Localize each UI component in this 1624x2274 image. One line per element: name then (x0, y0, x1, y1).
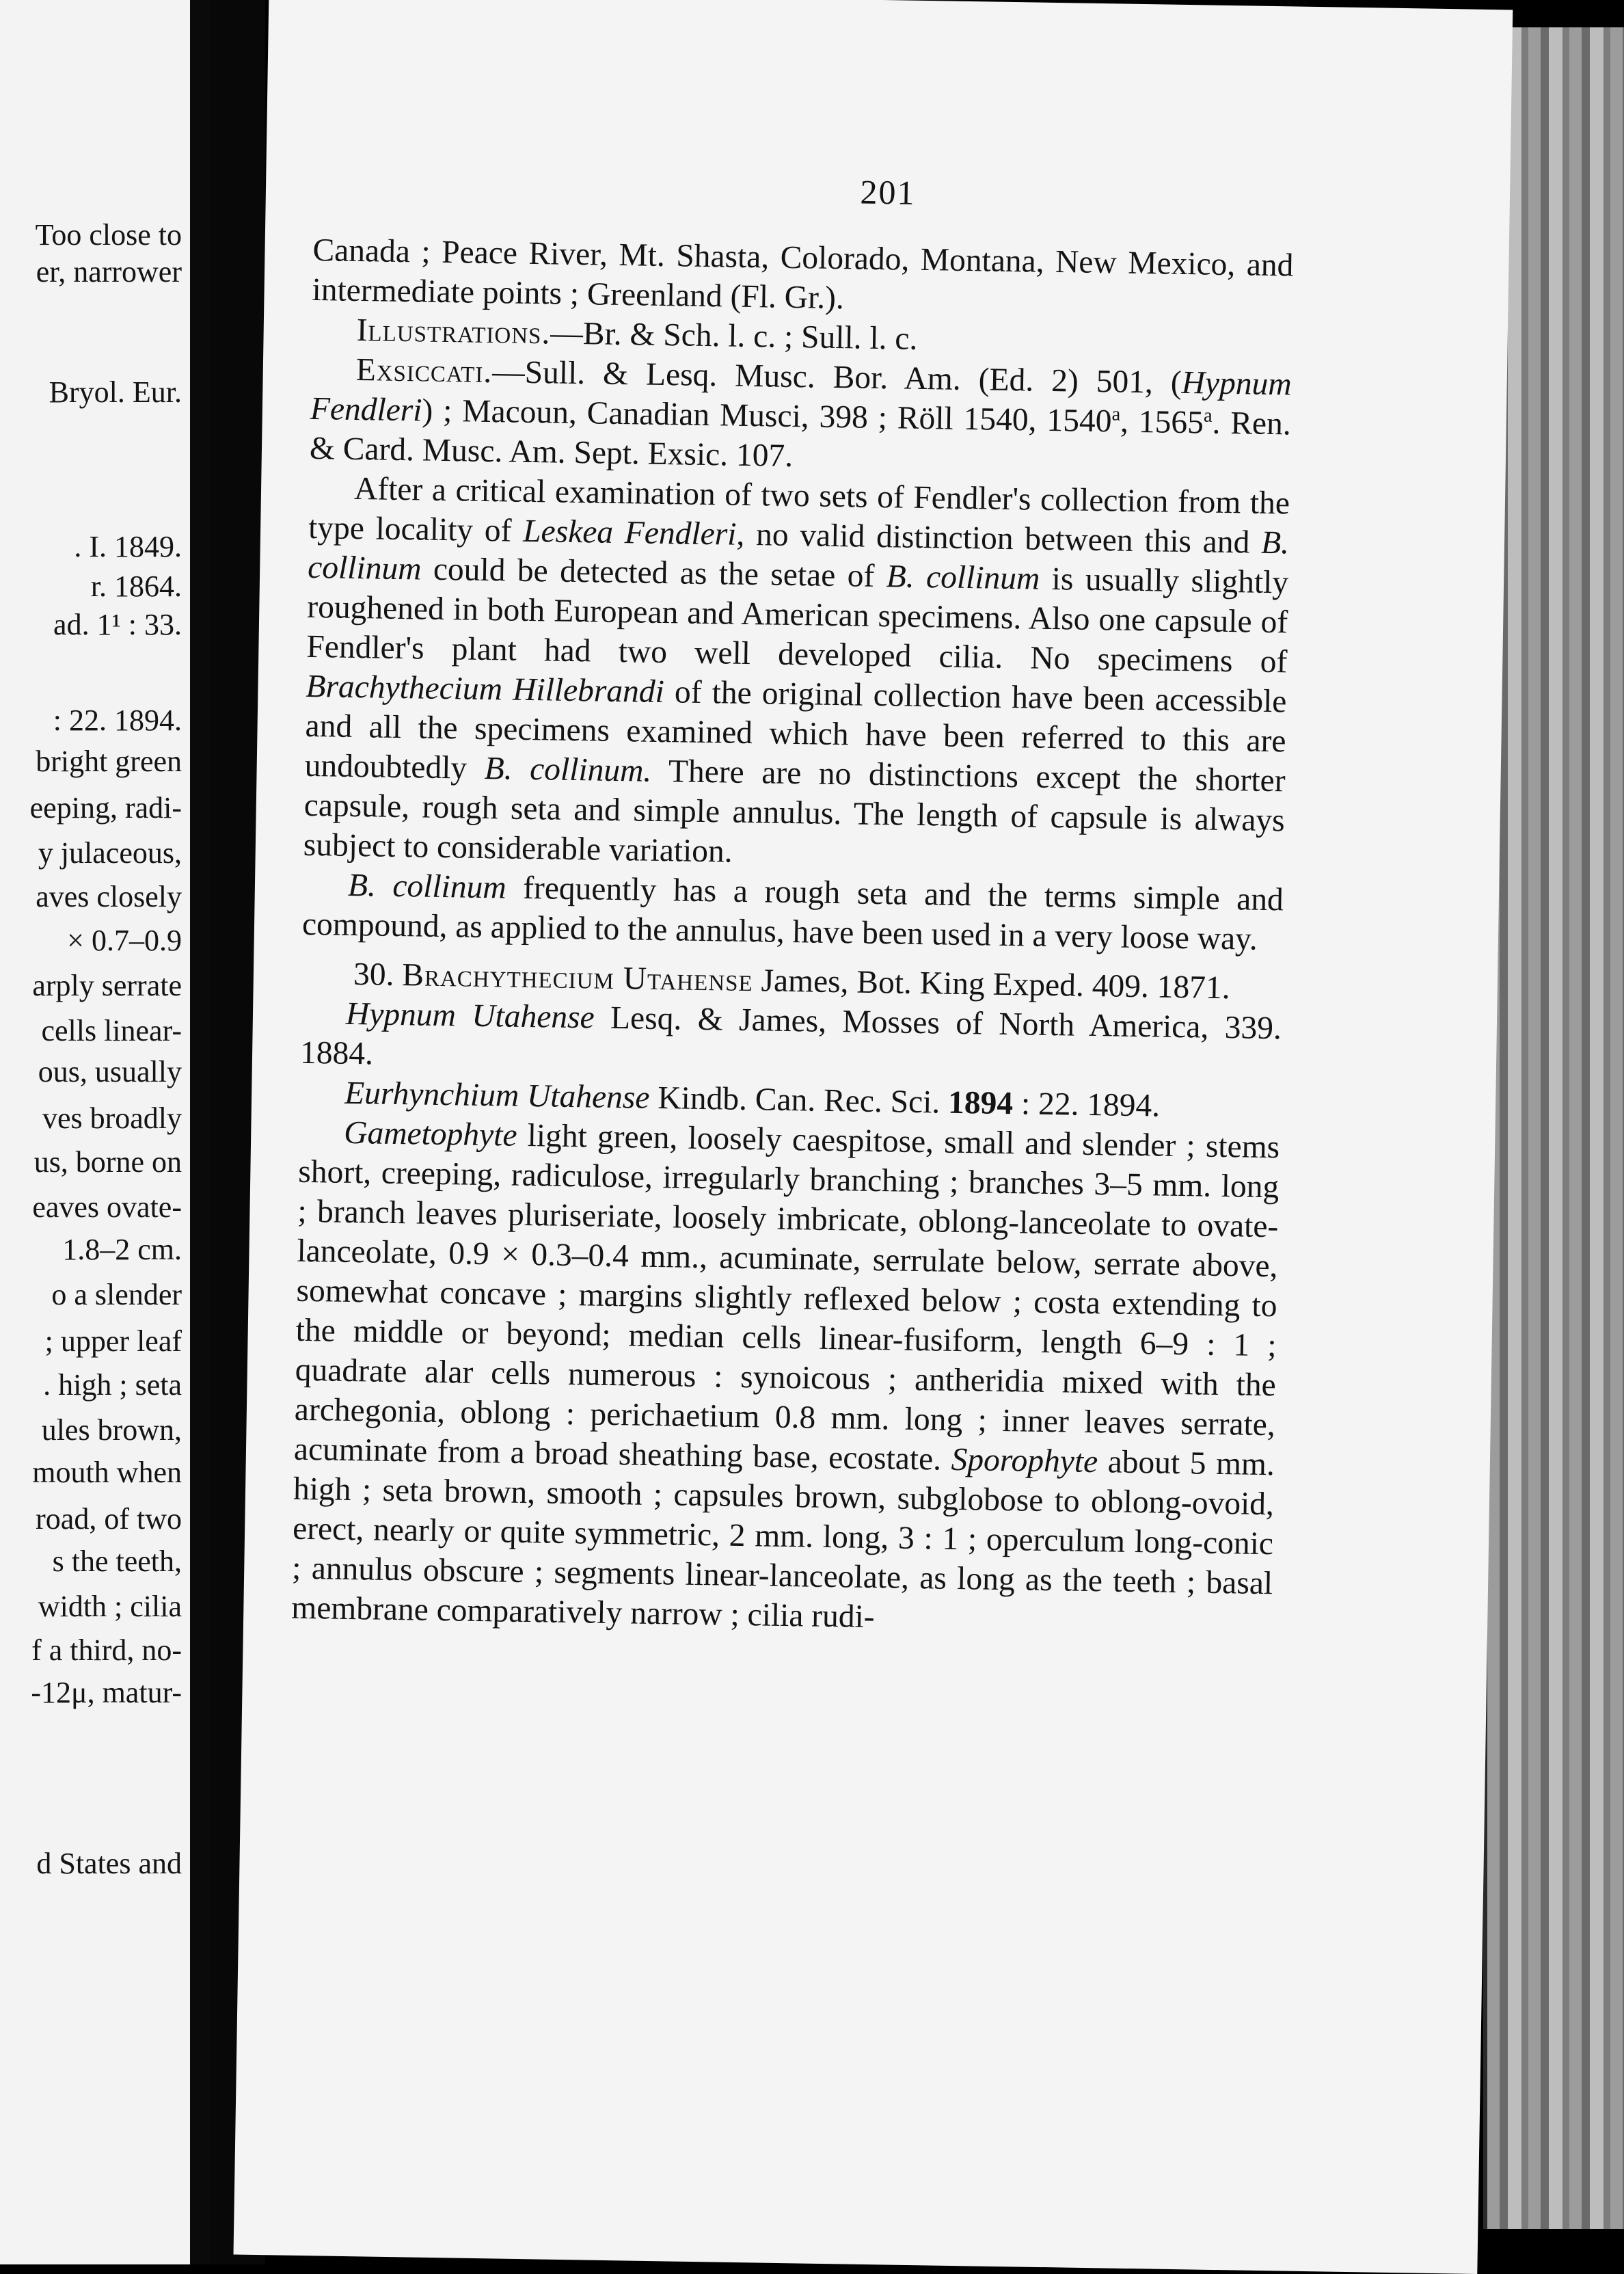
synonym-citation: Kindb. Can. Rec. Sci. (649, 1080, 949, 1121)
exsiccati-superscript: a (1111, 403, 1121, 425)
synonym-citation: : 22. 1894. (1012, 1086, 1161, 1124)
synonym-name: Hypnum Utahense (345, 995, 595, 1036)
taxon-name: B. collinum (307, 524, 1290, 587)
gametophyte-label: Gametophyte (343, 1114, 517, 1153)
left-page-line: . high ; seta (43, 1368, 182, 1402)
left-page-line: s the teeth, (52, 1544, 182, 1578)
previous-page-fragment (0, 0, 211, 2264)
left-page-line: f a third, no- (31, 1633, 182, 1667)
synonym-paragraph (300, 993, 1282, 1088)
description-text: about 5 mm. high ; seta brown, smooth ; capsules brown, subglobose to oblong-ovoid, erect, nearly or quite symmetric, 2 mm. long, 3 : 1 ; operculum long-conic ; annulus obscure ; segments linear-lanceolate, as long as the teeth ; basal membrane comparatively narrow ; cilia rudi- (290, 1444, 1275, 1635)
left-page-line: width ; cilia (38, 1590, 182, 1623)
volume-number: 1894 (947, 1084, 1014, 1122)
exsiccati-text-3: , 1565 (1120, 403, 1204, 441)
distribution-paragraph (312, 230, 1294, 325)
illustrations-label: Illustrations. (356, 312, 551, 351)
left-page-line: arply serrate (32, 969, 182, 1002)
species-citation: James, Bot. King Exped. 409. 1871. (753, 963, 1230, 1006)
left-page-line: cells linear- (41, 1014, 182, 1047)
left-page-line: ad. 1¹ : 33. (53, 608, 182, 641)
description-text: light green, loosely caespitose, small and slender ; stems short, creeping, radiculose, irregularly branching ; branches 3–5 mm. long ; branch leaves pluriseriate, loosely imbricate, oblong-lanceolate to ovate-lanceolate, 0.9 × 0.3–0.4 mm., acuminate, serrulate below, serrate above, somewhat concave ; margins slightly reflexed below ; costa extending to the middle or beyond; median cells linear-fusiform, length 6–9 : 1 ; quadrate alar cells numerous : synoicous ; antheridia mixed with the archegonia, oblong : perichaetium 0.8 mm. long ; inner leaves serrate, acuminate from a broad sheathing base, ecostate. (293, 1117, 1280, 1477)
left-page-line: ous, usually (38, 1055, 182, 1088)
left-page-line: eeping, radi- (29, 791, 182, 825)
book-page (233, 0, 1513, 2274)
left-page-line: 1.8–2 cm. (62, 1233, 182, 1266)
left-page-line: Bryol. Eur. (49, 375, 182, 409)
left-page-line: : 22. 1894. (53, 704, 182, 737)
left-page-line: × 0.7–0.9 (67, 924, 182, 957)
left-page-line: -12μ, matur- (31, 1676, 182, 1709)
exsiccati-text: —Sull. & Lesq. Musc. Bor. Am. (Ed. 2) 501, ( (491, 354, 1182, 401)
sporophyte-label: Sporophyte (951, 1441, 1098, 1480)
page-text (291, 230, 1294, 1643)
discussion-text: , no valid distinction between this and (736, 516, 1262, 561)
discussion-text: is usually slightly roughened in both European and American specimens. Also one capsule of Fendler's plant had two well developed cilia. No specimens of (306, 561, 1289, 680)
note-paragraph (302, 865, 1284, 960)
left-page-line: ves broadly (42, 1101, 182, 1135)
exsiccati-text-2: ) ; Macoun, Canadian Musci, 398 ; Röll 1540, 1540 (422, 392, 1112, 440)
exsiccati-label: Exsiccati. (355, 351, 493, 390)
exsiccati-text-4: . Ren. & Card. Musc. Am. Sept. Exsic. 107. (309, 405, 1292, 474)
taxon-name: Leskea Fendleri (522, 513, 737, 552)
left-page-line: ; upper leaf (44, 1324, 182, 1358)
left-page-line: bright green (36, 745, 182, 778)
taxon-name: Brachythecium Hillebrandi (306, 668, 665, 710)
synonym-citation: Lesq. & James, Mosses of North America, 339. 1884. (299, 1000, 1282, 1072)
exsiccati-taxon: Hypnum Fendleri (310, 364, 1293, 429)
exsiccati-paragraph (310, 349, 1293, 484)
discussion-text: After a critical examination of two sets of Fendler's collection from the type locality of (308, 470, 1290, 549)
species-number: 30. (353, 957, 394, 993)
left-page-line: r. 1864. (90, 570, 182, 603)
left-page-line: d States and (36, 1847, 182, 1880)
left-page-line: road, of two (36, 1502, 182, 1536)
left-page-line: mouth when (32, 1456, 182, 1489)
left-page-line: er, narrower (36, 255, 182, 289)
left-page-line: ules brown, (41, 1413, 182, 1447)
species-name: Brachythecium Utahense (401, 957, 754, 999)
exsiccati-superscript-2: a (1203, 405, 1213, 427)
description-paragraph (291, 1112, 1280, 1643)
left-page-line: y julaceous, (38, 836, 182, 870)
left-page-line: o a slender (51, 1278, 182, 1311)
left-page-line: eaves ovate- (32, 1190, 182, 1224)
left-page-line: aves closely (36, 880, 182, 913)
taxon-name: B. collinum (886, 559, 1040, 597)
page-number: 201 (860, 172, 916, 212)
left-page-line: Too close to (35, 218, 182, 252)
discussion-text: of the original collection have been accessible and all the specimens examined which have been referred to this are undoubtedly (304, 674, 1287, 786)
discussion-paragraph (303, 468, 1290, 880)
illustrations-text: —Br. & Sch. l. c. ; Sull. l. c. (550, 315, 918, 357)
discussion-text: could be detected as the setae of (421, 551, 887, 595)
taxon-name: B. collinum (347, 867, 507, 906)
synonym-name: Eurhynchium Utahense (344, 1075, 650, 1116)
left-page-line: us, borne on (33, 1145, 182, 1179)
distribution-text: Canada ; Peace River, Mt. Shasta, Colorado, Montana, New Mexico, and intermediate points ; Greenland (Fl. Gr.). (312, 232, 1294, 317)
left-page-line: . I. 1849. (74, 530, 182, 563)
taxon-name: B. collinum. (484, 750, 652, 789)
discussion-text: There are no distinctions except the shorter capsule, rough seta and simple annulus. The length of capsule is always subject to considerable variation. (303, 753, 1286, 870)
note-text: frequently has a rough seta and the terms simple and compound, as applied to the annulus, have been used in a very loose way. (301, 870, 1284, 957)
